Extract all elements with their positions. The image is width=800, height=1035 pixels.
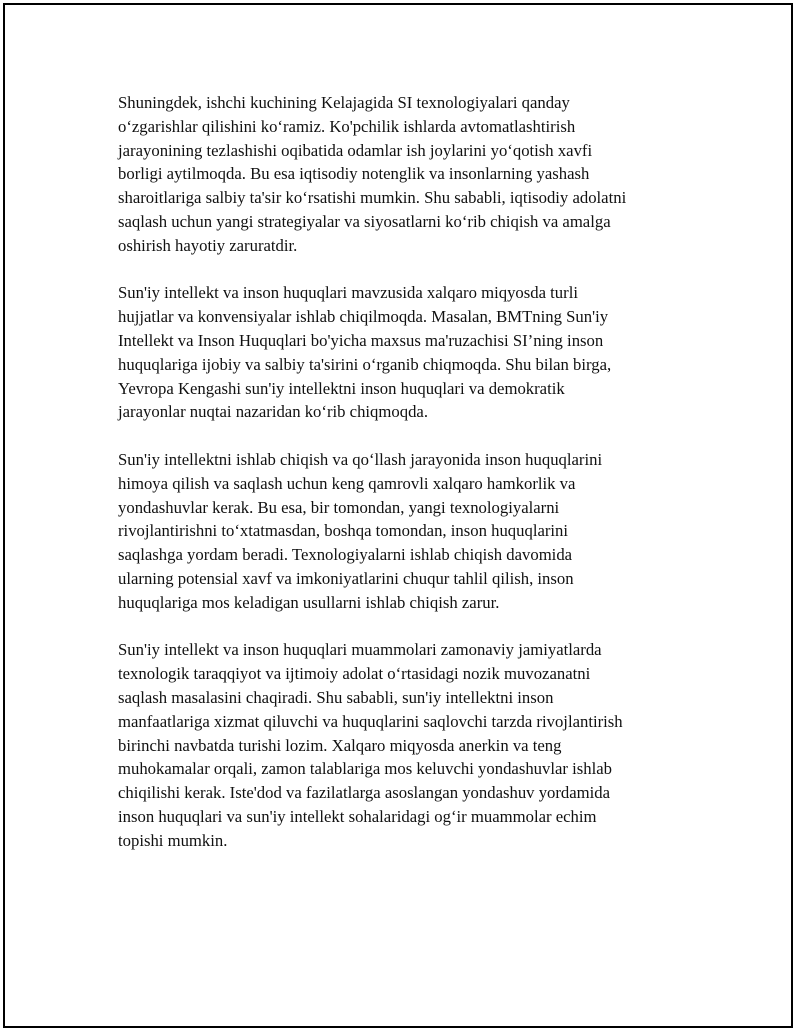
text-line: hujjatlar va konvensiyalar ishlab chiqilmoqda. Masalan, BMTning Sun'iy bbox=[118, 307, 609, 327]
text-line: Intellekt va Inson Huquqlari bo'yicha maxsus ma'ruzachisi SI’ning inson bbox=[118, 330, 604, 350]
text-line: birinchi navbatda turishi lozim. Xalqaro miqyosda anerkin va teng bbox=[118, 735, 562, 755]
text-line: himoya qilish va saqlash uchun keng qamrovli xalqaro hamkorlik va bbox=[118, 473, 576, 493]
text-line: ularning potensial xavf va imkoniyatlarini chuqur tahlil qilish, inson bbox=[118, 568, 574, 588]
text-line: yondashuvlar kerak. Bu esa, bir tomondan, yangi texnologiyalarni bbox=[118, 497, 560, 517]
paragraph-3 bbox=[118, 448, 688, 615]
text-line: Sun'iy intellekt va inson huquqlari muammolari zamonaviy jamiyatlarda bbox=[118, 640, 602, 660]
text-line: Sun'iy intellekt va inson huquqlari mavzusida xalqaro miqyosda turli bbox=[118, 283, 578, 303]
text-line: chiqilishi kerak. Iste'dod va fazilatlarga asoslangan yondashuv yordamida bbox=[118, 783, 611, 803]
text-line: topishi mumkin. bbox=[118, 830, 228, 850]
paragraph-1 bbox=[118, 91, 688, 258]
text-line: saqlashga yordam beradi. Texnologiyalarni ishlab chiqish davomida bbox=[118, 545, 573, 565]
text-line: muhokamalar orqali, zamon talablariga mos keluvchi yondashuvlar ishlab bbox=[118, 759, 612, 779]
paragraph-2 bbox=[118, 281, 688, 424]
paragraph-4 bbox=[118, 638, 688, 852]
text-line: o‘zgarishlar qilishini ko‘ramiz. Ko'pchilik ishlarda avtomatlashtirish bbox=[118, 116, 576, 136]
text-line: Shuningdek, ishchi kuchining Kelajagida SI texnologiyalari qanday bbox=[118, 93, 570, 112]
text-line: huquqlariga ijobiy va salbiy ta'sirini o‘rganib chiqmoqda. Shu bilan birga, bbox=[118, 354, 612, 374]
text-line: sharoitlariga salbiy ta'sir ko‘rsatishi mumkin. Shu sababli, iqtisodiy adolatni bbox=[118, 188, 627, 208]
text-line: inson huquqlari va sun'iy intellekt sohalaridagi og‘ir muammolar echim bbox=[118, 806, 597, 826]
text-line: borligi aytilmoqda. Bu esa iqtisodiy notenglik va insonlarning yashash bbox=[118, 164, 590, 184]
text-line: saqlash masalasini chaqiradi. Shu sababli, sun'iy intellektni inson bbox=[118, 687, 554, 707]
text-line: texnologik taraqqiyot va ijtimoiy adolat o‘rtasidagi nozik muvozanatni bbox=[118, 664, 591, 684]
text-line: oshirish hayotiy zaruratdir. bbox=[118, 235, 298, 255]
text-line: huquqlariga mos keladigan usullarni ishlab chiqish zarur. bbox=[118, 592, 500, 612]
text-line: jarayonlar nuqtai nazaridan ko‘rib chiqmoqda. bbox=[118, 402, 428, 422]
text-line: saqlash uchun yangi strategiyalar va siyosatlarni ko‘rib chiqish va amalga bbox=[118, 211, 611, 231]
text-line: Sun'iy intellektni ishlab chiqish va qo‘llash jarayonida inson huquqlarini bbox=[118, 449, 603, 469]
text-line: manfaatlariga xizmat qiluvchi va huquqlarini saqlovchi tarzda rivojlantirish bbox=[118, 711, 623, 731]
document-body bbox=[118, 91, 688, 876]
text-line: rivojlantirishni to‘xtatmasdan, boshqa tomondan, inson huquqlarini bbox=[118, 521, 569, 541]
text-line: jarayonining tezlashishi oqibatida odamlar ish joylarini yo‘qotish xavfi bbox=[118, 140, 593, 160]
text-line: Yevropa Kengashi sun'iy intellektni inson huquqlari va demokratik bbox=[118, 378, 565, 398]
